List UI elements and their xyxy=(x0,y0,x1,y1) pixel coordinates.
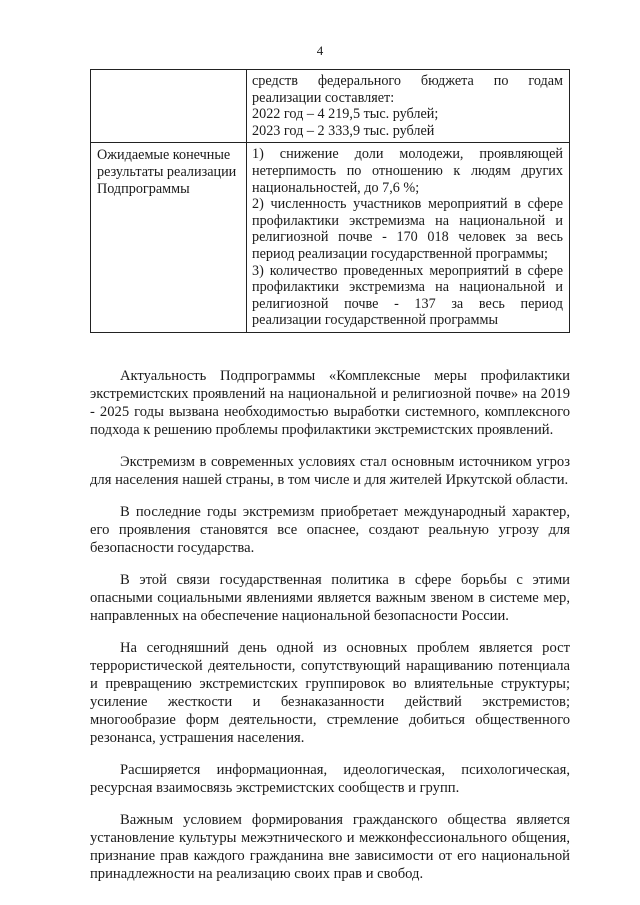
funding-2023: 2023 год – 2 333,9 тыс. рублей xyxy=(252,122,435,139)
paragraph-international: В последние годы экстремизм приобретает международный характер, его проявления становятся все опаснее, создают реальную угрозу для безопасности государства. xyxy=(90,504,570,556)
program-passport-table xyxy=(90,69,570,333)
result-item-1: 1) снижение доли молодежи, проявляющей нетерпимость по отношению к людям других национальностей, до 7,6 %; xyxy=(252,146,563,196)
page-number: 4 xyxy=(316,43,324,58)
paragraph-state-policy: В этой связи государственная политика в сфере борьбы с этими опасными социальными явлениями является важным звеном в системе мер, направленных на обеспечение национальной безопасности России. xyxy=(90,572,570,624)
paragraph-main-problems: На сегодняшний день одной из основных проблем является рост террористической деятельности, сопутствующий наращиванию потенциала и превращению экстремистских группировок во влиятельные структуры; усиление жесткости и безнаказанности действий экстремистов; многообразие форм деятельности, стремление добиться общественного резонанса, устрашения населения. xyxy=(90,640,570,746)
paragraph-civil-society: Важным условием формирования гражданского общества является установление культуры межэтнического и межконфессионального общения, признание прав каждого гражданина вне зависимости от его национальной принадлежности на реализацию своих прав и свобод. xyxy=(90,812,570,882)
paragraph-interconnection: Расширяется информационная, идеологическая, психологическая, ресурсная взаимосвязь экстремистских сообществ и групп. xyxy=(90,762,570,796)
funding-cell xyxy=(247,70,570,143)
table-row-funding xyxy=(91,70,570,143)
expected-results-label: Ожидаемые конечные результаты реализации Подпрограммы xyxy=(91,143,247,333)
table-row-results xyxy=(91,143,570,333)
funding-2022: 2022 год – 4 219,5 тыс. рублей; xyxy=(252,106,439,123)
funding-intro: средств федерального бюджета по годам реализации составляет: xyxy=(252,73,563,106)
body-text xyxy=(90,367,570,897)
result-item-3: 3) количество проведенных мероприятий в сфере профилактики экстремизма на национальной и религиозной почве - 137 за весь период реализации государственной программы xyxy=(252,262,563,329)
paragraph-threat-source: Экстремизм в современных условиях стал основным источником угроз для населения нашей страны, в том числе и для жителей Иркутской области. xyxy=(90,454,570,488)
paragraph-relevance: Актуальность Подпрограммы «Комплексные меры профилактики экстремистских проявлений на национальной и религиозной почве» на 2019 - 2025 годы вызвана необходимостью выработки системного, комплексного подхода к решению проблемы профилактики экстремистских проявлений. xyxy=(90,368,570,438)
result-item-2: 2) численность участников мероприятий в сфере профилактики экстремизма на национальной и религиозной почве - 170 018 человек за весь период реализации государственной программы; xyxy=(252,196,563,262)
expected-results-cell xyxy=(247,143,570,333)
row-label-empty xyxy=(91,70,247,143)
